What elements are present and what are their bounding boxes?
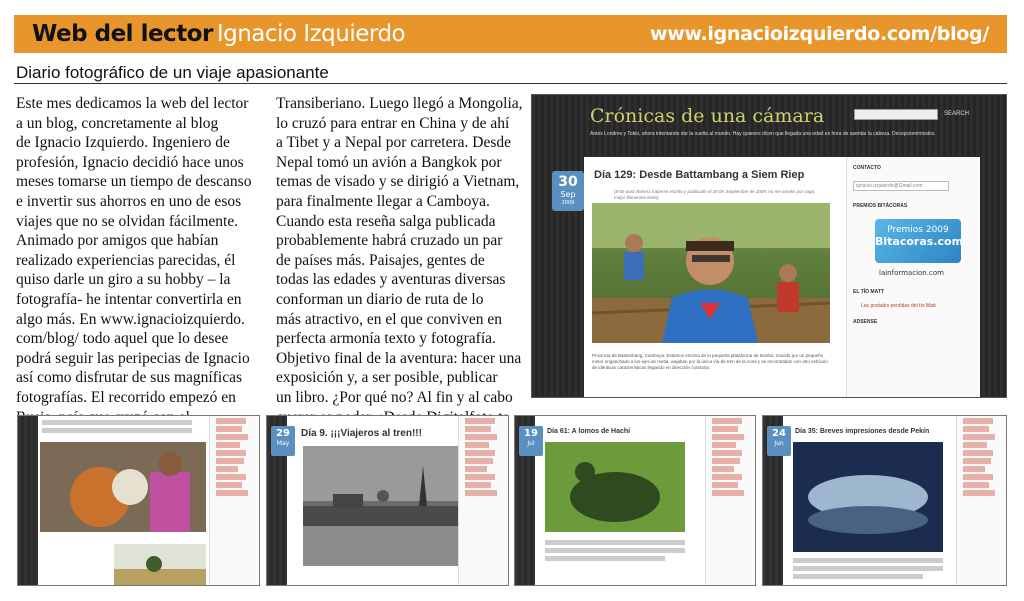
post-subtitle: (Este post debería haberse escrito y publicado el 20 de Septiembre de 2009, no me toméis por vago, mejor llámenme lento) bbox=[614, 189, 816, 200]
thumb-text-line bbox=[42, 428, 192, 433]
date-month: Sep bbox=[560, 190, 576, 199]
sidebar-awards-heading: PREMIOS BITÁCORAS bbox=[853, 203, 908, 209]
article-line: Este mes dedicamos la web del lector bbox=[16, 95, 249, 112]
thumb-sidebar bbox=[209, 416, 259, 585]
thumb-post-title[interactable]: Día 9. ¡¡¡Viajeros al tren!!! bbox=[301, 428, 422, 439]
article-line: a un blog, concretamente al blog bbox=[16, 114, 219, 132]
thumb-background bbox=[18, 416, 38, 585]
thumb-date-month: Jul bbox=[527, 440, 535, 447]
article-line: Nepal tomó un avión a Bangkok por bbox=[276, 153, 502, 171]
article-subtitle: Diario fotográfico de un viaje apasionante bbox=[16, 63, 329, 82]
article-line: probablemente habrá cruzado un par bbox=[276, 232, 503, 250]
thumb-date-month: May bbox=[276, 440, 290, 447]
author-name: Ignacio Izquierdo bbox=[216, 21, 406, 47]
article-line: meses tomarse un tiempo de descanso bbox=[16, 173, 252, 191]
article-line: para finalmente llegar a Camboya. bbox=[276, 192, 490, 210]
article-line: más atractivo, en el que conviven en bbox=[276, 310, 502, 328]
thumb-text-line bbox=[793, 574, 923, 579]
search-button[interactable]: SEARCH bbox=[944, 111, 970, 117]
article-line: viajes que no se olvidan fácilmente. bbox=[16, 212, 239, 230]
article-line: de países más. Paisajes, gentes de bbox=[276, 251, 485, 269]
sidebar-adsense-heading: ADSENSE bbox=[853, 319, 878, 325]
article-line: Animado por amigos que habían bbox=[16, 232, 219, 250]
market-photo bbox=[40, 442, 206, 532]
article-line: exposición y, a ser posible, publicar bbox=[276, 369, 498, 387]
thumb-post-title[interactable]: Día 61: A lomos de Hachi bbox=[547, 428, 631, 435]
award-line-2: Bitacoras.com bbox=[875, 235, 964, 248]
thumb-date-day: 19 bbox=[524, 428, 538, 439]
thumb-post-title[interactable]: Día 35: Breves impresiones desde Pekín bbox=[795, 428, 930, 435]
article-line: todas las edades y aventuras diversas bbox=[276, 271, 506, 289]
thumb-text-line bbox=[793, 558, 943, 563]
thumb-sidebar bbox=[956, 416, 1006, 585]
article-line: de Ignacio Izquierdo. Ingeniero de bbox=[16, 134, 230, 152]
post-body: Provincia de Battambang, Camboya. Estamos encima de la pequeña plataforma de bambú, movida por un pequeño motor enganchado a los ejes de metal, viajaban por la única vía de tren de la zona y se encontraban con otro vehículo de idénticas características llegando en dirección contraria. bbox=[592, 353, 828, 370]
divider-rule bbox=[14, 83, 1007, 84]
blog-thumbnail-1 bbox=[17, 415, 260, 586]
thumb-date-badge bbox=[767, 426, 791, 456]
blog-sidebar bbox=[846, 157, 980, 398]
date-day: 30 bbox=[558, 174, 578, 190]
sidebar-contact-heading: CONTACTO bbox=[853, 165, 881, 171]
bitacoras-award-badge[interactable] bbox=[875, 219, 964, 263]
article-line: a Tibet y a Nepal por carretera. Desde bbox=[276, 134, 511, 152]
article-line: Objetivo final de la aventura: hacer una bbox=[276, 349, 522, 367]
award-line-1: Premios 2009 bbox=[887, 225, 949, 235]
article-column-2 bbox=[276, 94, 523, 427]
article-line: algo más. En www.ignacioizquierdo. bbox=[16, 310, 245, 328]
article-line: fotografía- he intentar convertirla en bbox=[16, 290, 242, 308]
post-title[interactable]: Día 129: Desde Battambang a Siem Riep bbox=[594, 169, 805, 181]
elephant-shadow-photo bbox=[545, 442, 685, 532]
blog-thumbnail-2 bbox=[266, 415, 509, 586]
field-photo bbox=[114, 544, 206, 586]
post-date-badge bbox=[552, 171, 584, 211]
thumb-sidebar bbox=[458, 416, 508, 585]
blog-thumbnail-3 bbox=[514, 415, 756, 586]
section-header-left bbox=[32, 20, 405, 48]
thumb-sidebar bbox=[705, 416, 755, 585]
article-line: un libro. ¿Por qué no? Al fin y al cabo bbox=[276, 388, 513, 406]
article-line: quiso darle un giro a su hobby – la bbox=[16, 271, 231, 289]
article-column-1 bbox=[16, 94, 256, 427]
article-line: realizado experiencias parecidas, él bbox=[16, 251, 236, 269]
thumb-date-day: 24 bbox=[772, 428, 786, 439]
thumb-date-month: Jun bbox=[774, 440, 784, 447]
section-header-band bbox=[14, 15, 1007, 53]
blog-tagline: Antes Londres y Tokio, ahora intentando dar la vuelta al mundo. Hay quienes dicen que llegada una edad es hora de asentar la cabeza. Decepcionémosles. bbox=[590, 131, 936, 137]
article-line: com/blog/ todo aquel que lo desee bbox=[16, 330, 229, 348]
thumb-date-badge bbox=[271, 426, 295, 456]
thumb-text-line bbox=[545, 548, 685, 553]
thumb-text-line bbox=[545, 556, 665, 561]
article-line: podrá seguir las peripecias de Ignacio bbox=[16, 349, 250, 367]
article-line: lo cruzó para entrar en China y de ahí bbox=[276, 114, 510, 132]
thumb-text-line bbox=[793, 566, 943, 571]
blog-post bbox=[584, 157, 846, 398]
section-label: Web del lector bbox=[32, 21, 213, 47]
search-input[interactable] bbox=[854, 109, 938, 120]
lainformacion-logo[interactable]: lainformacion.com bbox=[879, 269, 944, 277]
article-line: e invertir sus ahorros en uno de esos bbox=[16, 192, 242, 210]
article-line: fotografías. El recorrido empezó en bbox=[16, 388, 236, 406]
article-line: temas de visado y se dirigió a Vietnam, bbox=[276, 173, 520, 191]
article-line: conforman un diario de ruta de lo bbox=[276, 290, 484, 308]
opera-house-photo bbox=[793, 442, 943, 552]
thumb-text-line bbox=[42, 420, 192, 425]
article-line: así como disfrutar de sus magníficas bbox=[16, 369, 242, 387]
contact-email[interactable]: ignacio.izquierdo@Gmail.com bbox=[853, 181, 949, 191]
thumb-date-day: 29 bbox=[276, 428, 290, 439]
sidebar-tio-link[interactable]: Las postales perdidas del tío Matt bbox=[861, 303, 936, 309]
article-line: profesión, Ignacio decidió hace unos bbox=[16, 153, 244, 171]
blog-screenshot-main bbox=[531, 94, 1007, 398]
thumb-text-line bbox=[545, 540, 685, 545]
date-year: 2009 bbox=[561, 200, 575, 206]
traveler-photo bbox=[592, 203, 830, 343]
article-line: Cuando esta reseña salga publicada bbox=[276, 212, 496, 230]
post-photo bbox=[592, 203, 830, 343]
blog-thumbnail-4 bbox=[762, 415, 1007, 586]
moscow-river-photo bbox=[303, 446, 473, 566]
blog-title[interactable]: Crónicas de una cámara bbox=[590, 105, 825, 127]
blog-url[interactable]: www.ignacioizquierdo.com/blog/ bbox=[649, 23, 989, 45]
thumb-date-badge bbox=[519, 426, 543, 456]
article-line: Transiberiano. Luego llegó a Mongolia, bbox=[276, 95, 523, 112]
article-line: perfecta armonía texto y fotografía. bbox=[276, 330, 496, 348]
sidebar-tio-heading: EL TÍO MATT bbox=[853, 289, 884, 295]
